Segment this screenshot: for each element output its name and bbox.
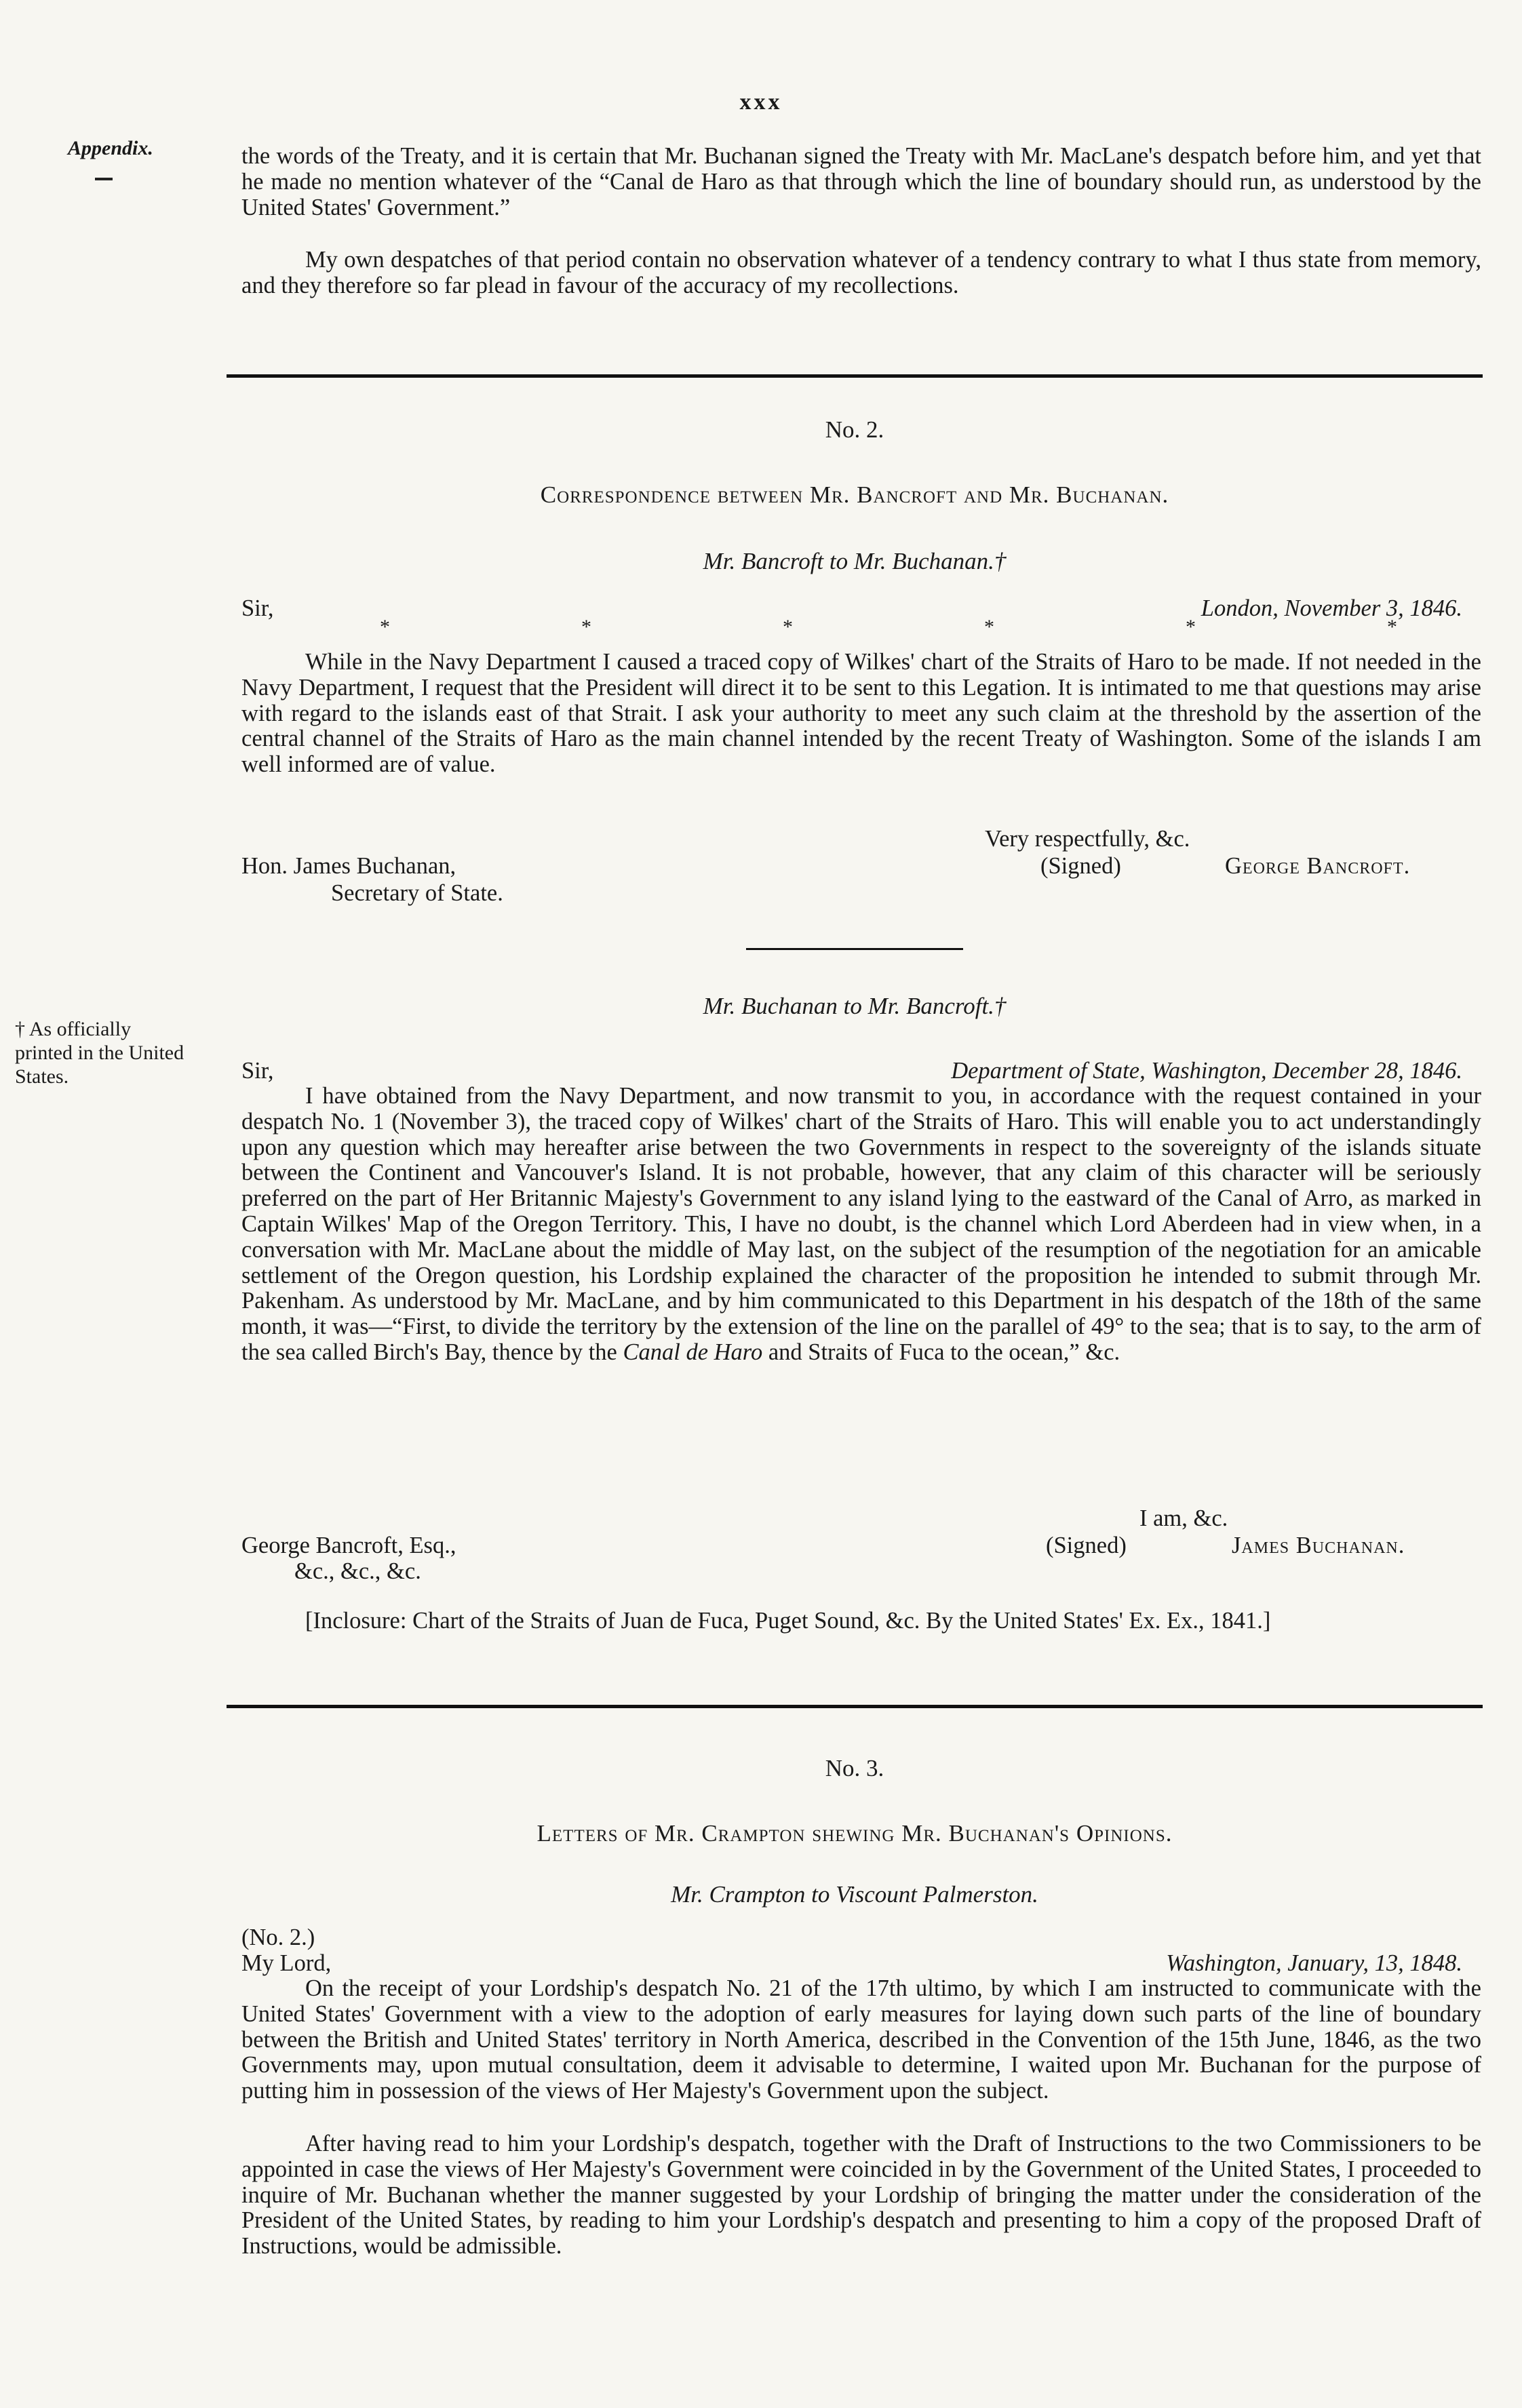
section-divider	[227, 1705, 1483, 1708]
page-number: xxx	[739, 90, 783, 115]
section-3-number: No. 3.	[825, 1755, 884, 1781]
letter-2-body-text-end: and Straits of Fuca to the ocean,” &c.	[762, 1339, 1120, 1365]
star: *	[1186, 616, 1196, 638]
margin-footnote: † As officially printed in the United States.	[15, 1018, 184, 1088]
letter-2-place-date: Department of State, Washington, December 28, 1846.	[951, 1058, 1462, 1084]
letter-1-addressee-title: Secretary of State.	[331, 880, 503, 906]
margin-appendix-label: Appendix.	[68, 137, 153, 159]
letter-2-inclosure: [Inclosure: Chart of the Straits of Juan de Fuca, Puget Sound, &c. By the United States' Ex. Ex., 1841.]	[305, 1608, 1271, 1634]
letter-3-paragraph-1: On the receipt of your Lordship's despatch No. 21 of the 17th ultimo, by which I am instructed to communicate with the United States' Government with a view to the adoption of early measures for laying down such parts of the line of boundary between the British and United States' territory in North America, described in the Convention of the 15th June, 1846, as the two Governments may, upon mutual consultation, deem it advisable to determine, I waited upon Mr. Buchanan for the purpose of putting him in possession of the views of Her Majesty's Government upon the subject.	[241, 1975, 1481, 2104]
letter-1-signed: (Signed)	[1040, 853, 1121, 879]
letter-3-place-date: Washington, January, 13, 1848.	[1166, 1950, 1462, 1976]
intro-paragraph-1: the words of the Treaty, and it is certain that Mr. Buchanan signed the Treaty with Mr. MacLane's despatch before him, and yet that he made no mention whatever of the “Canal de Haro as that through which the line of boundary should run, as understood by the United States' Government.”	[241, 143, 1481, 220]
letter-3-paragraph-2: After having read to him your Lordship's despatch, together with the Draft of Instructions to the two Commissioners to be appointed in case the views of Her Majesty's Government were coincided in by the Government of the United States, I proceeded to inquire of Mr. Buchanan whether the manner suggested by your Lordship of bringing the matter under the consideration of the President of the United States, by reading to him your Lordship's despatch and presenting to him a copy of the proposed Draft of Instructions, would be admissible.	[241, 2131, 1481, 2259]
letter-1-salutation: Sir,	[241, 595, 274, 621]
star: *	[1387, 616, 1397, 638]
letter-2-salutation: Sir,	[241, 1058, 274, 1084]
letter-3-salutation: My Lord,	[241, 1950, 332, 1976]
letter-1-heading: Mr. Bancroft to Mr. Buchanan.†	[703, 548, 1007, 574]
star: *	[581, 616, 591, 638]
letter-2-closing: I am, &c.	[1139, 1505, 1228, 1531]
section-2-number: No. 2.	[825, 416, 884, 443]
elision-stars	[380, 616, 1397, 639]
letter-1-addressee: Hon. James Buchanan,	[241, 853, 456, 879]
letter-3-ref: (No. 2.)	[241, 1925, 315, 1950]
letter-2-addressee-title: &c., &c., &c.	[294, 1558, 421, 1584]
letter-divider	[746, 948, 963, 950]
star: *	[984, 616, 994, 638]
margin-dash	[95, 178, 113, 180]
letter-2-signatory: James Buchanan.	[1232, 1533, 1405, 1558]
letter-2-addressee: George Bancroft, Esq.,	[241, 1533, 456, 1558]
letter-1-place-date: London, November 3, 1846.	[1201, 595, 1462, 621]
letter-2-body-italic: Canal de Haro	[623, 1339, 763, 1365]
letter-1-signatory: George Bancroft.	[1225, 853, 1411, 879]
letter-2-signed: (Signed)	[1046, 1533, 1127, 1558]
letter-1-body: While in the Navy Department I caused a traced copy of Wilkes' chart of the Straits of Haro to be made. If not needed in the Navy Department, I request that the President will direct it to be sent to this Legation. It is intimated to me that questions may arise with regard to the islands east of that Strait. I ask your authority to meet any such claim at the threshold by the assertion of the central channel of the Straits of Haro as the main channel intended by the recent Treaty of Washington. Some of the islands I am well informed are of value.	[241, 649, 1481, 778]
letter-2-body	[241, 1084, 1481, 1366]
section-2-title: Correspondence between Mr. Bancroft and Mr. Buchanan.	[540, 481, 1169, 508]
letter-2-body-text: I have obtained from the Navy Department, and now transmit to you, in accordance with the request contained in your despatch No. 1 (November 3), the traced copy of Wilkes' chart of the Straits of Haro. This will enable you to act understandingly upon any question which may hereafter arise between the two Governments in respect to the sovereignty of the islands situate between the Continent and Vancouver's Island. It is not probable, however, that any claim of this character will be seriously preferred on the part of Her Britannic Majesty's Government to any island lying to the eastward of the Canal of Arro, as marked in Captain Wilkes' Map of the Oregon Territory. This, I have no doubt, is the channel which Lord Aberdeen had in view when, in a conversation with Mr. MacLane about the middle of May last, on the subject of the resumption of the negotiation for an amicable settlement of the Oregon question, his Lordship explained the character of the proposition he intended to submit through Mr. Pakenham. As understood by Mr. MacLane, and by him communicated to this Department in his despatch of the 18th of the same month, it was—“First, to divide the territory by the extension of the line on the parallel of 49° to the sea; that is to say, to the arm of the sea called Birch's Bay, thence by the	[241, 1083, 1481, 1365]
letter-1-closing: Very respectfully, &c.	[985, 826, 1190, 852]
star: *	[380, 616, 390, 638]
section-divider	[227, 374, 1483, 378]
section-3-title: Letters of Mr. Crampton shewing Mr. Buchanan's Opinions.	[536, 1820, 1173, 1847]
letter-2-heading: Mr. Buchanan to Mr. Bancroft.†	[703, 993, 1007, 1019]
letter-3-heading: Mr. Crampton to Viscount Palmerston.	[671, 1881, 1038, 1908]
star: *	[783, 616, 793, 638]
intro-paragraph-2: My own despatches of that period contain no observation whatever of a tendency contrary to what I thus state from memory, and they therefore so far plead in favour of the accuracy of my recollections.	[241, 247, 1481, 298]
